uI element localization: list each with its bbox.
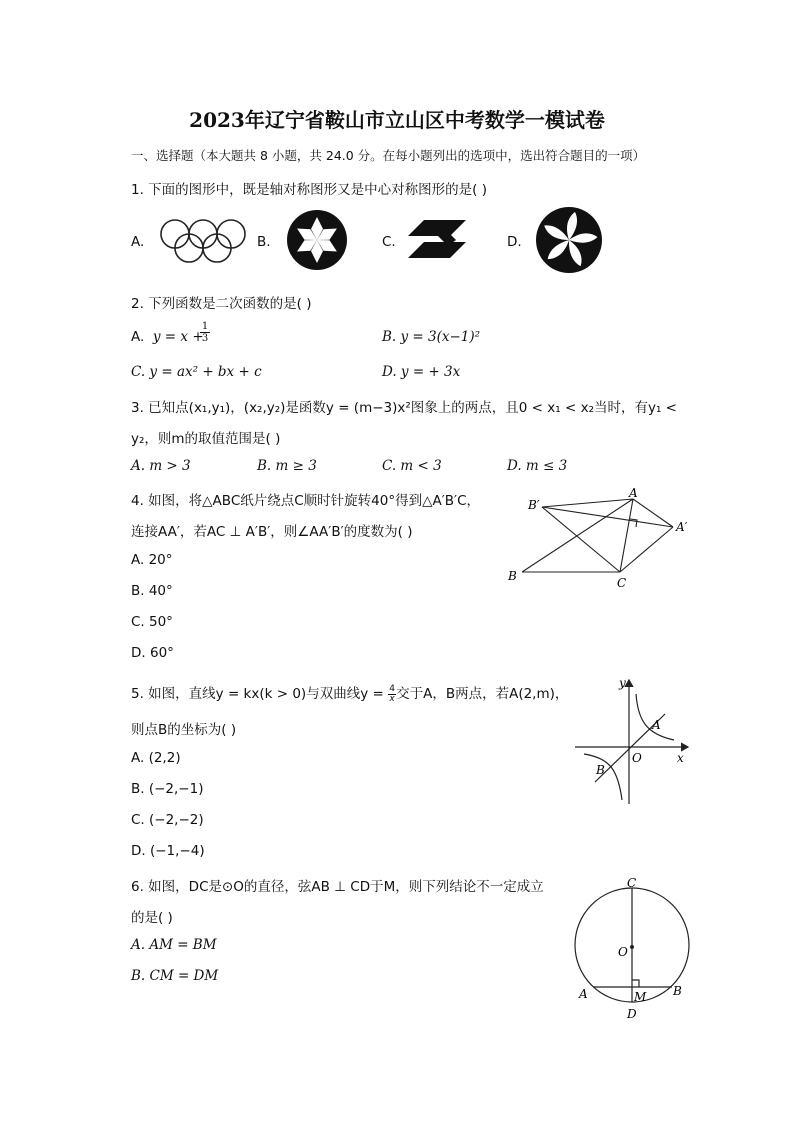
label-a: A (629, 488, 638, 500)
label-b: B (673, 984, 682, 998)
q2-option-b: B. y = 3(x−1)² (382, 329, 481, 345)
q6-stem-line2: 的是( ) (131, 910, 173, 926)
q2-option-a (131, 329, 204, 345)
olympic-rings-figure (155, 218, 251, 266)
q6-option-b: B. CM = DM (131, 968, 219, 984)
label-b: B (508, 569, 517, 583)
section-heading: 一、选择题（本大题共 8 小题，共 24.0 分。在每小题列出的选项中，选出符合题目的一项） (131, 148, 646, 163)
q5-stem-part1: 5. 如图，直线y = kx(k > 0)与双曲线y = (131, 686, 389, 702)
q4-stem-line2: 连接AA′，若AC ⊥ A′B′，则∠AA′B′的度数为( ) (131, 524, 413, 540)
q4-option-c: C. 50° (131, 614, 173, 630)
q3-stem-line1: 3. 已知点(x₁,y₁)，(x₂,y₂)是函数y = (m−3)x²图象上的两点，且0 < x₁ < x₂当时，有y₁ < (131, 400, 677, 416)
label-o: O (618, 945, 628, 959)
q3-option-d: D. m ≤ 3 (507, 458, 568, 474)
q5-stem-line1 (131, 682, 568, 704)
q4-triangle-figure (500, 488, 700, 592)
label-d: D (627, 1007, 637, 1021)
q3-option-c: C. m < 3 (382, 458, 442, 474)
q5-option-b: B. (−2,−1) (131, 781, 204, 797)
bauhinia-emblem-figure (535, 206, 603, 274)
s-logo-figure (404, 216, 470, 262)
q2-stem: 2. 下列函数是二次函数的是( ) (131, 296, 312, 312)
label-y-axis: y (619, 676, 626, 690)
line-a-a1 (633, 499, 673, 527)
line-b1-a (542, 499, 633, 507)
label-m: M (634, 990, 647, 1004)
q2-option-a-fraction (200, 321, 210, 344)
q2-option-a-expr: y = x + (152, 329, 204, 345)
exam-title: 2023年辽宁省鞍山市立山区中考数学一模试卷 (189, 108, 605, 132)
q2-option-a-label: A. (131, 329, 145, 345)
label-c: C (617, 576, 627, 590)
center-point (630, 945, 634, 949)
label-point-a: A (652, 718, 661, 732)
q5-fraction (388, 685, 396, 704)
q3-option-b: B. m ≥ 3 (257, 458, 317, 474)
q6-stem-line1: 6. 如图，DC是⊙O的直径，弦AB ⊥ CD于M，则下列结论不一定成立 (131, 879, 544, 895)
q4-option-d: D. 60° (131, 645, 174, 661)
q5-hyperbola-figure (570, 672, 692, 808)
label-a-prime: A′ (676, 520, 688, 534)
q5-stem-line2: 则点B的坐标为( ) (131, 722, 237, 738)
label-point-b: B (596, 763, 605, 777)
q1-option-c-label: C. (382, 234, 396, 250)
q2-option-d: D. y = + 3x (382, 364, 461, 380)
label-b-prime: B′ (528, 498, 540, 512)
q5-option-d: D. (−1,−4) (131, 843, 205, 859)
q5-option-a: A. (2,2) (131, 750, 181, 766)
line-a1-c (620, 527, 673, 572)
q1-option-b-label: B. (257, 234, 271, 250)
q6-circle-figure (566, 874, 698, 1024)
label-origin: O (632, 751, 642, 765)
label-x-axis: x (677, 751, 684, 765)
q4-stem-line1: 4. 如图，将△ABC纸片绕点C顺时针旋转40°得到△A′B′C， (131, 493, 481, 509)
line-a-c (620, 499, 633, 572)
q5-option-c: C. (−2,−2) (131, 812, 204, 828)
hyperbola-branch-q1 (636, 694, 674, 740)
q5-stem-part2: 交于A，B两点，若A(2,m)， (396, 686, 569, 702)
q3-option-a: A. m > 3 (131, 458, 191, 474)
q1-option-d-label: D. (507, 234, 522, 250)
fraction-numerator: 1 (201, 321, 209, 332)
fraction-numerator: 4 (389, 683, 395, 694)
label-c: C (627, 876, 637, 890)
q2-option-c: C. y = ax² + bx + c (131, 364, 262, 380)
fraction-denominator: x (389, 693, 395, 704)
q4-option-b: B. 40° (131, 583, 173, 599)
right-angle-mark (632, 980, 639, 987)
q1-stem: 1. 下面的图形中，既是轴对称图形又是中心对称图形的是( ) (131, 182, 487, 198)
label-a: A (579, 987, 588, 1001)
q6-option-a: A. AM = BM (131, 937, 217, 953)
q3-stem-line2: y₂，则m的取值范围是( ) (131, 431, 281, 447)
fraction-denominator: 3 (201, 333, 209, 344)
q1-option-a-label: A. (131, 234, 145, 250)
hexagram-badge-figure (284, 209, 350, 271)
q4-option-a: A. 20° (131, 552, 173, 568)
